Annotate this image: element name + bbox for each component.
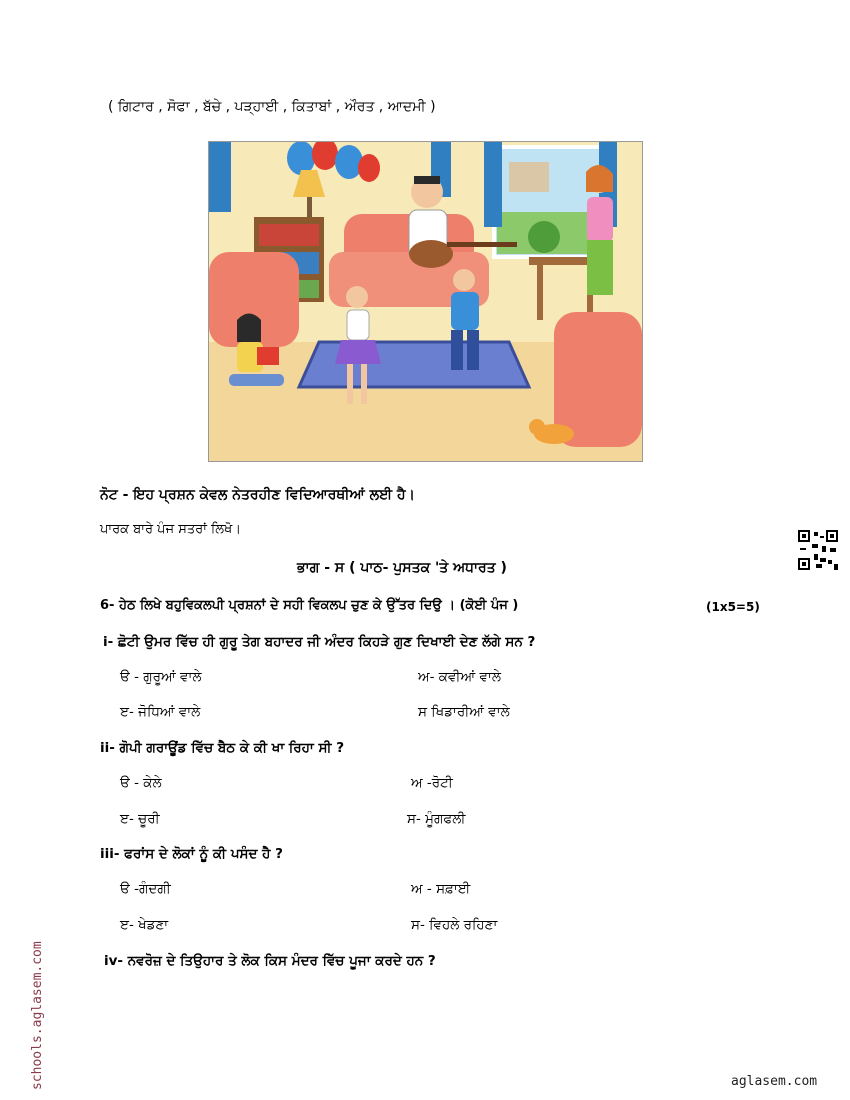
question-iii-option-a: ੳ -ਗੰਦਗੀ xyxy=(120,881,171,897)
instruction-text: ਪਾਰਕ ਬਾਰੇ ਪੰਜ ਸਤਰਾਂ ਲਿਖੋ। xyxy=(100,522,242,537)
question-6-instruction: 6- ਹੇਠ ਲਿਖੇ ਬਹੁਵਿਕਲਪੀ ਪ੍ਰਸ਼ਨਾਂ ਦੇ ਸਹੀ ਵਿਕਲਪ ਚੁਣ ਕੇ ਉੱਤਰ ਦਿਉ । (ਕੋਈ ਪੰਜ ) xyxy=(100,598,519,613)
note-text: ਨੋਟ - ਇਹ ਪ੍ਰਸ਼ਨ ਕੇਵਲ ਨੇਤਰਹੀਣ ਵਿਦਿਆਰਥੀਆਂ ਲਈ ਹੈ। xyxy=(100,487,415,503)
question-ii-option-c: ੲ- ਚੂਰੀ xyxy=(120,811,160,827)
marks-label: (1x5=5) xyxy=(706,600,760,614)
word-list: ( ਗਿਟਾਰ , ਸੋਫਾ , ਬੱਚੇ , ਪੜ੍ਹਾਈ , ਕਿਤਾਬਾਂ , ਔਰਤ , ਆਦਮੀ ) xyxy=(108,99,436,115)
question-iii: iii- ਫਰਾਂਸ ਦੇ ਲੋਕਾਂ ਨੂੰ ਕੀ ਪਸੰਦ ਹੈ ? xyxy=(100,846,283,862)
question-i-option-d: ਸ ਖਿਡਾਰੀਆਂ ਵਾਲੇ xyxy=(418,704,510,720)
question-i: i- ਛੋਟੀ ਉਮਰ ਵਿੱਚ ਹੀ ਗੁਰੂ ਤੇਗ ਬਹਾਦਰ ਜੀ ਅੰਦਰ ਕਿਹੜੇ ਗੁਣ ਦਿਖਾਈ ਦੇਣ ਲੱਗੇ ਸਨ ? xyxy=(103,634,536,650)
question-ii: ii- ਗੋਪੀ ਗਰਾਊਂਡ ਵਿੱਚ ਬੈਠ ਕੇ ਕੀ ਖਾ ਰਿਹਾ ਸੀ ? xyxy=(100,740,345,756)
footer-watermark: aglasem.com xyxy=(731,1074,818,1089)
family-living-room-illustration xyxy=(208,141,643,462)
question-iv: iv- ਨਵਰੋਜ਼ ਦੇ ਤਿਉਹਾਰ ਤੇ ਲੋਕ ਕਿਸ ਮੰਦਰ ਵਿੱਚ ਪੂਜਾ ਕਰਦੇ ਹਨ ? xyxy=(104,953,436,969)
qr-code xyxy=(798,530,838,570)
question-ii-option-b: ਅ -ਰੋਟੀ xyxy=(411,775,453,791)
side-watermark: schools.aglasem.com xyxy=(30,941,45,1090)
question-iii-option-d: ਸ- ਵਿਹਲੇ ਰਹਿਣਾ xyxy=(411,917,498,933)
question-i-option-b: ਅ- ਕਵੀਆਂ ਵਾਲੇ xyxy=(418,669,501,685)
question-iii-option-c: ੲ- ਖੇਡਣਾ xyxy=(120,917,169,933)
question-ii-option-a: ੳ - ਕੇਲੇ xyxy=(120,775,162,791)
question-i-option-a: ੳ - ਗੁਰੂਆਂ ਵਾਲੇ xyxy=(120,669,202,685)
question-i-option-c: ੲ- ਜੋਧਿਆਂ ਵਾਲੇ xyxy=(120,704,201,720)
section-heading: ਭਾਗ - ਸ ( ਪਾਠ- ਪੁਸਤਕ 'ਤੇ ਅਧਾਰਤ ) xyxy=(297,560,507,576)
question-ii-option-d: ਸ- ਮੂੰਗਫਲੀ xyxy=(407,811,466,827)
question-iii-option-b: ਅ - ਸਫ਼ਾਈ xyxy=(411,881,471,897)
